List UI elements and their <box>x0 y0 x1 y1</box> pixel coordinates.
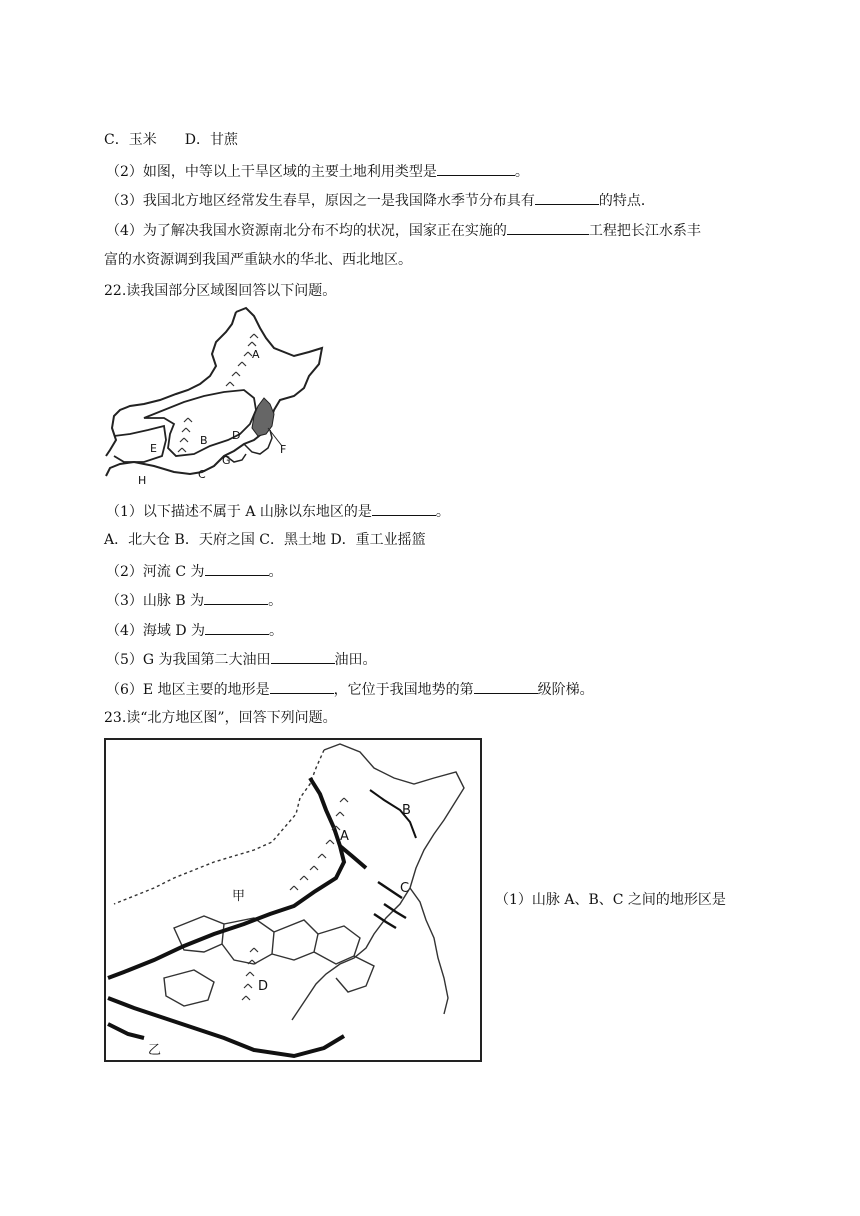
q22-sub3: （3）山脉 B 为 。 <box>106 589 282 611</box>
q22-sub6: （6）E 地区主要的地形是 ，它位于我国地势的第 级阶梯。 <box>106 678 594 700</box>
q23-label-c: C <box>400 881 410 896</box>
answer-blank[interactable] <box>204 589 268 605</box>
option-d: D．甘蔗 <box>184 132 238 148</box>
q21-sub2: （2）如图，中等以上干旱区域的主要土地利用类型是 。 <box>106 160 529 182</box>
q23-map-svg <box>104 738 482 1062</box>
q22-label-g: G <box>222 454 231 467</box>
q22-options: A．北大仓 B．天府之国 C．黑土地 D．重工业摇篮 <box>104 532 426 548</box>
answer-blank[interactable] <box>474 678 538 694</box>
answer-blank[interactable] <box>535 189 599 205</box>
q22-label-b: B <box>200 434 208 447</box>
answer-blank[interactable] <box>507 219 589 235</box>
answer-blank[interactable] <box>205 560 269 576</box>
q23-label-b: B <box>402 803 411 818</box>
q23-label-yi: 乙 <box>148 1043 162 1058</box>
answer-blank[interactable] <box>437 160 515 176</box>
answer-blank[interactable] <box>271 648 335 664</box>
q21-sub4-line2: 富的水资源调到我国严重缺水的华北、西北地区。 <box>104 252 412 268</box>
answer-blank[interactable] <box>372 500 436 516</box>
q23-map-frame <box>105 739 481 1061</box>
q22-heading: 22.读我国部分区域图回答以下问题。 <box>104 283 337 299</box>
q21-sub4-line1: （4）为了解决我国水资源南北分布不均的状况，国家正在实施的 工程把长江水系丰 <box>106 219 701 241</box>
q22-map-svg <box>104 306 336 488</box>
q22-label-c: C <box>198 468 206 481</box>
mountain-icon-b <box>178 418 192 452</box>
q23-map <box>104 738 482 1066</box>
q21-options-cd <box>104 130 238 150</box>
answer-blank[interactable] <box>270 678 334 694</box>
q22-sub2: （2）河流 C 为 。 <box>106 560 283 582</box>
q21-sub3: （3）我国北方地区经常发生春旱，原因之一是我国降水季节分布具有 的特点． <box>106 189 655 211</box>
q22-border <box>106 308 322 476</box>
option-c: C．玉米 <box>104 132 157 148</box>
q23-label-jia: 甲 <box>232 889 246 904</box>
q22-sub5: （5）G 为我国第二大油田 油田。 <box>106 648 377 670</box>
q22-sub4: （4）海域 D 为 。 <box>106 619 283 641</box>
q22-map <box>104 306 336 492</box>
q22-label-a: A <box>252 348 260 361</box>
answer-blank[interactable] <box>205 619 269 635</box>
q22-label-d: D <box>232 429 241 442</box>
q23-heading: 23.读“北方地区图”，回答下列问题。 <box>104 710 337 726</box>
q23-label-a: A <box>340 829 349 844</box>
q22-label-h: H <box>138 474 147 487</box>
q22-label-e: E <box>150 442 157 455</box>
q22-sub1: （1）以下描述不属于 A 山脉以东地区的是 。 <box>106 500 450 522</box>
q22-boundary-west <box>114 426 166 462</box>
q22-label-f: F <box>280 443 287 456</box>
q23-sub1: （1）山脉 A、B、C 之间的地形区是 <box>495 892 726 908</box>
q23-label-d: D <box>258 979 269 994</box>
